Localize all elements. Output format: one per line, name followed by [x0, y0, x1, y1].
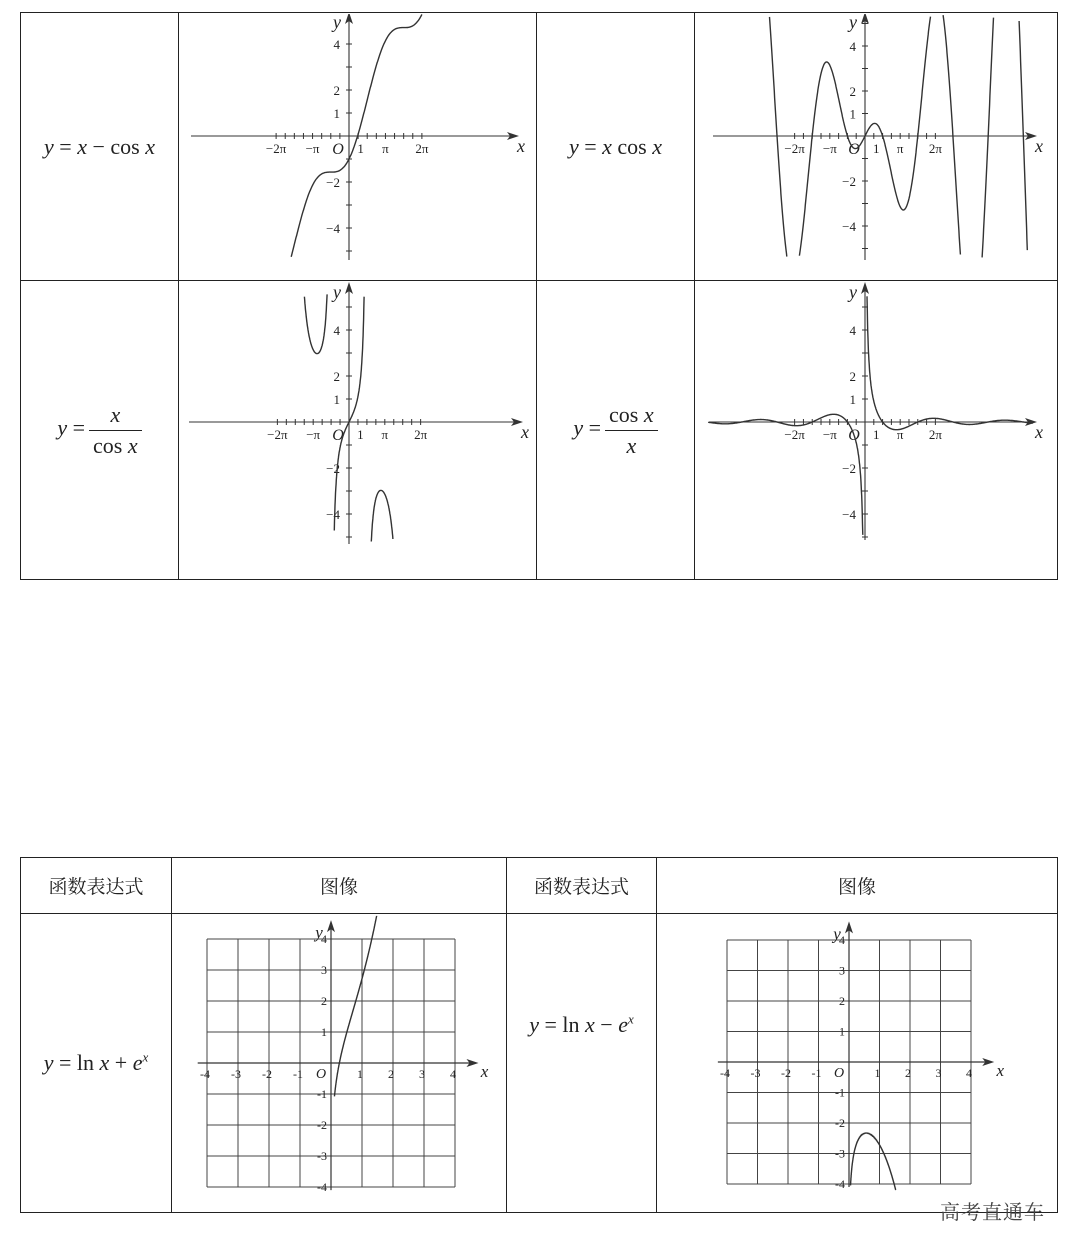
x-tick-label: -3 [231, 1066, 241, 1081]
function-graph-table-1 [20, 12, 1058, 580]
graph-x-minus-cosx [179, 14, 535, 280]
y-tick-label: 3 [839, 963, 845, 977]
y-tick-label: -2 [317, 1117, 327, 1132]
y-tick-label: -2 [835, 1115, 845, 1130]
y-tick-label: -1 [317, 1086, 327, 1101]
y-tick-label: 2 [839, 993, 845, 1008]
x-tick-label: 3 [419, 1066, 425, 1081]
y-axis-label: y [849, 13, 857, 32]
x-axis-label: x [480, 1061, 489, 1081]
graph-x-cosx [695, 14, 1056, 280]
y-axis-label: y [849, 281, 857, 302]
y-tick-label: 3 [321, 962, 327, 977]
x-tick-label: -4 [200, 1066, 210, 1081]
x-tick-label: π [896, 140, 904, 156]
curve-cosx-over-x-positive [867, 296, 1033, 429]
header-cell: 函数表达式 [21, 858, 172, 914]
graph-cell [695, 281, 1058, 580]
y-tick-label: -4 [835, 1176, 845, 1191]
y-tick-label: 1 [333, 391, 340, 407]
graph-cell [695, 13, 1058, 281]
origin-label: O [315, 1066, 327, 1082]
x-tick-label: −2π [265, 140, 287, 156]
x-axis-label: x [521, 421, 529, 442]
origin-label: O [833, 1065, 845, 1081]
curve-lnx-plus-ex [334, 915, 376, 1096]
y-axis-label: y [333, 13, 341, 32]
x-tick-label: -1 [811, 1065, 822, 1080]
formula-cell [21, 914, 172, 1213]
formula-y-eq-x-cosx: y = x cos x [568, 133, 663, 159]
y-tick-label: 4 [321, 931, 327, 946]
x-tick-label: 2π [928, 426, 942, 442]
y-axis-label: y [833, 923, 841, 943]
origin-label: O [848, 140, 860, 158]
y-tick-label: 1 [333, 105, 340, 121]
formula-y-eq-cosx-over-x: y = $\frac{\text{cos x}}{x}$ [573, 415, 657, 440]
y-tick-label: −4 [326, 220, 340, 236]
header-cell: 函数表达式 [507, 858, 657, 914]
formula-cell [537, 13, 695, 281]
x-tick-label: 4 [966, 1065, 972, 1080]
y-tick-label: -4 [317, 1179, 327, 1194]
y-tick-label: 2 [849, 83, 856, 99]
table-row [21, 13, 1058, 281]
x-tick-label: −2π [267, 426, 288, 442]
y-tick-label: -1 [835, 1085, 845, 1099]
x-tick-label: 2 [388, 1066, 394, 1081]
y-tick-label: 4 [333, 322, 340, 338]
header-cell: 图像 [172, 858, 507, 914]
graph-cell [179, 281, 537, 580]
table-row [21, 914, 1058, 1213]
formula-y-eq-lnx-plus-ex: $y = \ln x + e^x$ [43, 1049, 149, 1076]
x-tick-label: 4 [450, 1066, 456, 1081]
y-tick-label: −4 [842, 506, 856, 522]
y-axis-label: y [315, 922, 323, 942]
x-tick-label: 1 [872, 426, 880, 442]
x-tick-label: π [896, 426, 904, 442]
formula-y-eq-lnx-minus-ex: $y = \ln x - e^x$ [529, 1012, 634, 1038]
x-tick-label: 1 [357, 426, 364, 442]
x-tick-label: -1 [293, 1066, 303, 1081]
x-tick-label: -3 [750, 1065, 761, 1080]
y-tick-label: −2 [842, 460, 856, 476]
x-tick-label: -4 [720, 1065, 730, 1080]
y-axis-label: y [333, 281, 341, 302]
y-tick-label: 4 [333, 36, 340, 52]
y-tick-label: 2 [333, 368, 340, 384]
formula-cell [537, 281, 695, 580]
x-axis-label: x [1035, 421, 1043, 442]
function-graph-table-2 [20, 857, 1058, 1213]
y-tick-label: 4 [849, 38, 856, 54]
x-axis-label: x [1035, 135, 1043, 156]
x-tick-label: 2 [905, 1065, 911, 1080]
x-tick-label: -2 [262, 1066, 272, 1081]
formula-cell [21, 281, 179, 580]
graph-cell [172, 914, 507, 1213]
y-tick-label: −4 [842, 218, 856, 234]
y-tick-label: 1 [321, 1024, 327, 1039]
y-tick-label: 1 [849, 391, 856, 407]
y-tick-label: −2 [326, 460, 340, 476]
x-tick-label: 2π [414, 426, 428, 442]
formula-y-eq-x-over-cosx: y = $\frac{x}{\text{cos x}}$ [57, 415, 141, 440]
y-tick-label: 2 [849, 368, 856, 384]
y-tick-label: 2 [321, 993, 327, 1008]
header-cell: 图像 [657, 858, 1058, 914]
formula-y-eq-x-minus-cosx: y = x − cos x [44, 133, 155, 159]
formula-cell [21, 13, 179, 281]
x-tick-label: 1 [357, 140, 364, 156]
origin-label: O [332, 140, 344, 158]
origin-label: O [848, 426, 860, 444]
y-tick-label: −2 [842, 173, 856, 189]
curve-lnx-minus-ex [851, 1133, 896, 1190]
y-tick-label: -3 [317, 1148, 327, 1163]
x-tick-label: 1 [872, 140, 880, 156]
y-tick-label: 1 [839, 1024, 845, 1038]
x-tick-label: 3 [935, 1065, 942, 1080]
x-tick-label: π [382, 140, 389, 156]
graph-cosx-over-x [695, 282, 1056, 579]
x-tick-label: π [381, 426, 389, 442]
x-tick-label: −2π [784, 140, 805, 156]
y-tick-label: −4 [326, 506, 340, 522]
graph-lnx-plus-ex [172, 915, 505, 1212]
y-tick-label: −2 [326, 174, 340, 190]
graph-lnx-minus-ex [657, 915, 1056, 1212]
x-tick-label: −2π [784, 426, 805, 442]
origin-label: O [332, 426, 344, 444]
y-tick-label: 1 [849, 106, 856, 121]
x-tick-label: 1 [874, 1065, 881, 1080]
y-tick-label: 4 [839, 932, 845, 947]
watermark: 高考直通车 [940, 1200, 1045, 1224]
x-tick-label: 2π [415, 140, 429, 156]
graph-x-over-cosx [179, 282, 535, 579]
x-axis-label: x [996, 1060, 1005, 1080]
x-tick-label: −π [822, 140, 837, 156]
table-row [21, 281, 1058, 580]
x-tick-label: -2 [781, 1065, 791, 1080]
table-header-row [21, 858, 1058, 914]
x-tick-label: 2π [928, 140, 942, 156]
y-tick-label: 4 [849, 322, 856, 338]
x-tick-label: 1 [357, 1066, 363, 1081]
x-tick-label: −π [822, 426, 837, 442]
graph-cell [657, 914, 1058, 1213]
x-tick-label: −π [305, 140, 320, 156]
x-axis-label: x [517, 135, 525, 156]
y-tick-label: -3 [835, 1146, 845, 1160]
formula-cell [507, 914, 657, 1213]
y-tick-label: 2 [333, 82, 340, 98]
graph-cell [179, 13, 537, 281]
x-tick-label: −π [306, 426, 321, 442]
